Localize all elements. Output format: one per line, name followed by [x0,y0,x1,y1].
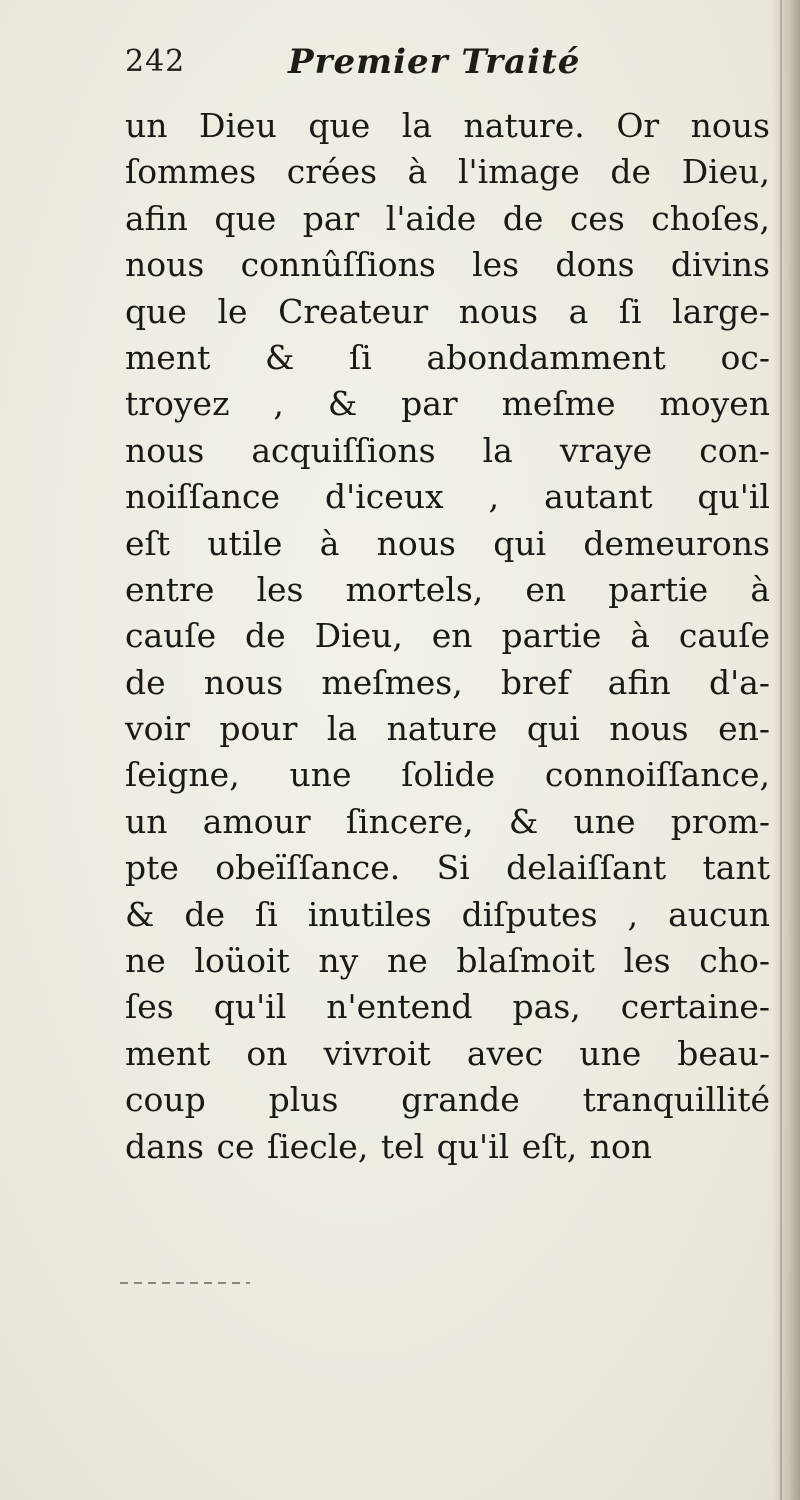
text-line: de nous meſmes, bref afin d'a- [125,662,770,702]
text-line: eſt utile à nous qui demeurons [125,523,770,563]
text-line: troyez , & par meſme moyen [125,384,770,424]
text-line: nous acquiſſions la vraye con- [125,430,770,470]
text-line: un amour ſincere, & une prom- [125,801,770,841]
page-number: 242 [125,44,186,79]
text-line: noiſſance d'iceux , autant qu'il [125,477,770,517]
running-title: Premier Traité [288,42,581,82]
page-edge-line [780,0,782,1500]
text-line: cauſe de Dieu, en partie à cauſe [125,616,770,656]
ink-smudge [120,1282,250,1284]
text-line: nous connûſſions les dons divins [125,245,770,285]
text-line: ſommes crées à l'image de Dieu, [125,152,770,192]
text-line: ſes qu'il n'entend pas, certaine- [125,987,770,1027]
running-head [125,42,645,92]
text-line: que le Createur nous a ſi large- [125,291,770,331]
text-line: ſeigne, une ſolide connoiſſance, [125,755,770,795]
text-line: dans ce ſiecle, tel qu'il eſt, non [125,1126,653,1166]
text-line: voir pour la nature qui nous en- [125,709,770,749]
text-line: entre les mortels, en partie à [125,569,770,609]
text-line: afin que par l'aide de ces choſes, [125,198,770,238]
body-text [125,103,770,1170]
text-line: ment & ſi abondamment oc- [125,337,770,377]
text-line: un Dieu que la nature. Or nous [125,106,770,145]
text-line: ment on vivroit avec une beau- [125,1033,770,1073]
text-line: ne loüoit ny ne blaſmoit les cho- [125,941,770,981]
text-line: pte obeïſſance. Si delaiſſant tant [125,848,770,888]
page-gutter-shadow [772,0,800,1500]
text-line: coup plus grande tranquillité [125,1080,770,1120]
text-line: & de ſi inutiles diſputes , aucun [125,894,770,934]
